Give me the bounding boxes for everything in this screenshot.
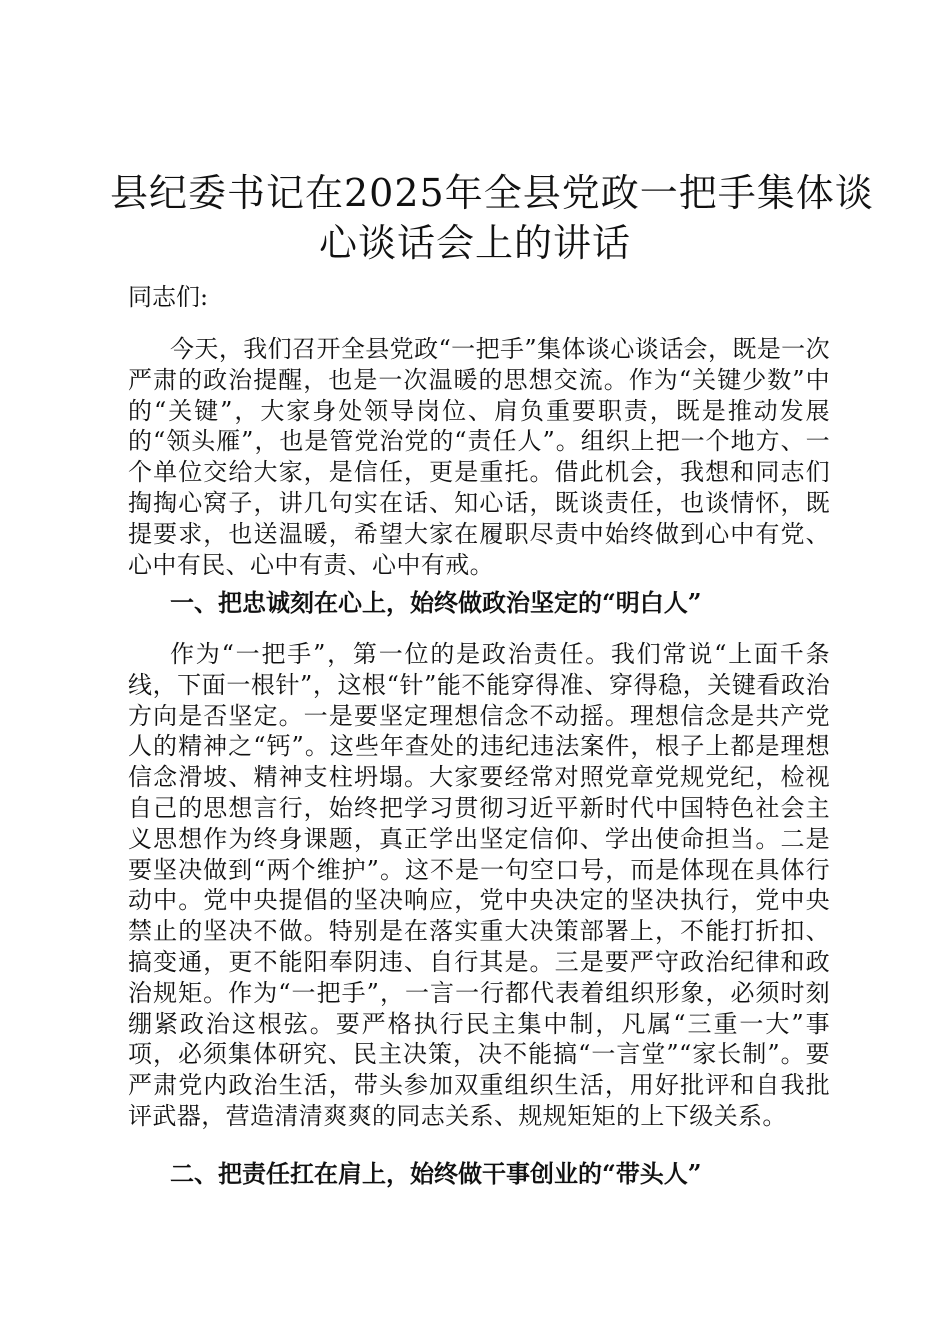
document-title [110, 168, 874, 268]
section-heading-2: 二、把责任扛在肩上，始终做干事创业的“带头人” [170, 1159, 702, 1188]
title-line-1: 县纪委书记在2025年全县党政一把手集体谈 [110, 171, 874, 215]
salutation: 同志们: [128, 283, 209, 311]
section-heading-1: 一、把忠诚刻在心上，始终做政治坚定的“明白人” [170, 588, 702, 617]
title-line-2: 心谈话会上的讲话 [318, 221, 631, 265]
section-1-paragraph: 作为“一把手”，第一位的是政治责任。我们常说“上面千条线，下面一根针”，这根“针”能不能穿得准、穿得稳，关键看政治方向是否坚定。一是要坚定理想信念不动摇。理想信念是共产党人的精神之“钙”。这些年查处的违纪违法案件，根子上都是理想信念滑坡、精神支柱坍塌。大家要经常对照党章党规党纪，检视自己的思想言行，始终把学习贯彻习近平新时代中国特色社会主义思想作为终身课题，真正学出坚定信仰、学出使命担当。二是要坚决做到“两个维护”。这不是一句空口号，而是体现在具体行动中。党中央提倡的坚决响应，党中央决定的坚决执行，党中央禁止的坚决不做。特别是在落实重大决策部署上，不能打折扣、搞变通，更不能阳奉阴违、自行其是。三是要严守政治纪律和政治规矩。作为“一把手”，一言一行都代表着组织形象，必须时刻绷紧政治这根弦。要严格执行民主集中制，凡属“三重一大”事项，必须集体研究、民主决策，决不能搞“一言堂”“家长制”。要严肃党内政治生活，带头参加双重组织生活，用好批评和自我批评武器，营造清清爽爽的同志关系、规规矩矩的上下级关系。 [128, 640, 830, 1130]
opening-paragraph: 今天，我们召开全县党政“一把手”集体谈心谈话会，既是一次严肃的政治提醒，也是一次温暖的思想交流。作为“关键少数”中的“关键”，大家身处领导岗位、肩负重要职责，既是推动发展的“领头雁”，也是管党治党的“责任人”。组织上把一个地方、一个单位交给大家，是信任，更是重托。借此机会，我想和同志们掏掏心窝子，讲几句实在话、知心话，既谈责任，也谈情怀，既提要求，也送温暖，希望大家在履职尽责中始终做到心中有党、心中有民、心中有责、心中有戒。 [128, 335, 830, 579]
